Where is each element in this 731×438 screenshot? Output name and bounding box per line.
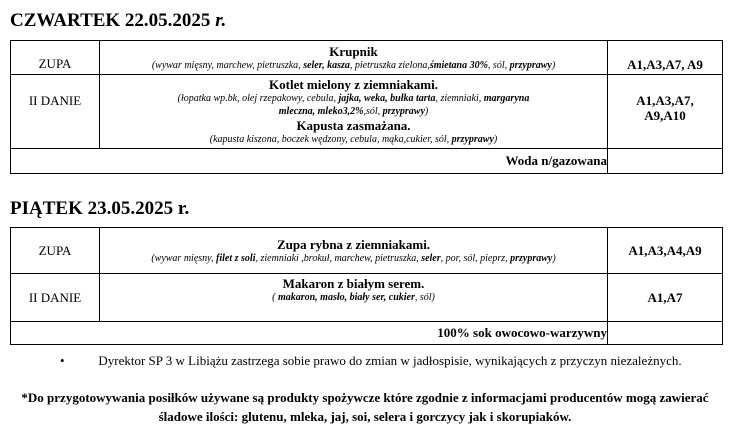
ingredient-text: ) <box>424 106 429 117</box>
ingredient-text: ( <box>272 292 278 303</box>
management-note-text: Dyrektor SP 3 w Libiążu zastrzega sobie prawo do zmian w jadłospisie, wynikających z przyczyn niezależnych. <box>98 353 682 368</box>
ingredient-text: , pietruszka zielona, <box>349 59 430 71</box>
dish-cell <box>100 41 608 75</box>
day-title-text: PIĄTEK 23.05.2025 <box>10 198 174 219</box>
ingredient-bold: seler <box>421 252 441 264</box>
ingredient-bold: margaryna mleczna, mleko3,2% <box>278 93 530 117</box>
ingredient-bold: śmietana 30% <box>429 59 488 71</box>
day-title-text: CZWARTEK 22.05.2025 <box>10 10 211 31</box>
menu-table-thursday <box>10 40 723 174</box>
ingredient-bold: przyprawy <box>510 252 553 264</box>
ingredient-bold: przyprawy <box>382 106 425 117</box>
dish-cell <box>100 228 608 274</box>
ingredients <box>100 92 607 118</box>
category-label: ZUPA <box>11 41 100 75</box>
ingredient-text: ) <box>552 252 556 264</box>
ingredient-text: (łopatka wp.bk, olej rzepakowy, cebula, <box>177 93 339 104</box>
allergen-codes-text: A1,A3,A7, A9,A10 <box>636 93 694 123</box>
main-course-row <box>11 274 723 322</box>
ingredient-text: , ziemniaki, <box>435 93 484 104</box>
drink-row <box>11 149 723 174</box>
day-title-friday <box>10 198 189 220</box>
day-title-thursday <box>10 10 226 32</box>
ingredient-text: , sól, <box>487 59 510 71</box>
dish-cell <box>100 274 608 322</box>
ingredient-text: (wywar mięsny, <box>151 252 217 264</box>
allergen-codes: A1,A3,A4,A9 <box>608 228 723 274</box>
dish-name: Zupa rybna z ziemniakami. <box>276 236 431 252</box>
ingredient-bold: jajka, weka, bułka tarta <box>338 93 436 104</box>
category-label: II DANIE <box>11 75 100 149</box>
category-label: ZUPA <box>11 228 100 274</box>
allergen-codes: A1,A3,A7, A9 <box>608 41 723 75</box>
soup-row <box>11 41 723 75</box>
ingredient-text: , sól) <box>414 292 435 303</box>
drink-allergens <box>608 149 723 174</box>
day-title-suffix: r. <box>177 198 190 219</box>
ingredient-text: (wywar mięsny, marchew, pietruszka, <box>151 59 304 71</box>
ingredient-bold: przyprawy <box>451 134 494 145</box>
ingredient-text: ,sól, <box>363 106 383 117</box>
ingredient-bold: przyprawy <box>509 59 552 71</box>
dish-name: Makaron z białym serem. <box>282 276 425 291</box>
ingredient-bold: makaron, masło, biały ser, cukier <box>277 292 415 303</box>
ingredient-text: (kapusta kiszona, boczek wędzony, cebula, mąka,cukier, sól, <box>209 134 452 145</box>
day-title-suffix: r. <box>215 10 227 31</box>
drink-label: 100% sok owocowo-warzywny <box>11 322 608 345</box>
side-dish-name: Kapusta zasmażana. <box>296 118 411 133</box>
dish-name: Krupnik <box>329 43 378 59</box>
drink-label: Woda n/gazowana <box>11 149 608 174</box>
ingredients <box>100 252 607 265</box>
ingredient-text: ) <box>493 134 498 145</box>
category-label: II DANIE <box>11 274 100 322</box>
dish-cell <box>100 75 608 149</box>
allergen-codes <box>608 75 723 149</box>
drink-allergens <box>608 322 723 345</box>
menu-table-friday <box>10 227 723 345</box>
ingredient-text: , por, sól, pieprz, <box>440 252 511 264</box>
side-ingredients <box>100 133 607 146</box>
ingredient-text: ) <box>551 59 556 71</box>
main-course-row <box>11 75 723 149</box>
dish-name: Kotlet mielony z ziemniakami. <box>269 77 438 92</box>
bullet-icon: • <box>60 353 65 368</box>
ingredients <box>100 59 607 72</box>
drink-row <box>11 322 723 345</box>
ingredient-bold: seler, kasza <box>303 59 350 71</box>
ingredient-text: , ziemniaki ,brokuł, marchew, pietruszka, <box>255 252 422 264</box>
soup-row <box>11 228 723 274</box>
allergen-codes: A1,A7 <box>608 274 723 322</box>
ingredient-bold: filet z soli <box>216 252 256 264</box>
allergen-trace-note: *Do przygotowywania posiłków używane są produkty spożywcze które zgodnie z informacjami producentów mogą zawierać śladowe ilości: glutenu, mleka, jaj, soi, selera i gorczycy jak i skorupiaków. <box>21 390 709 424</box>
ingredients <box>100 291 607 304</box>
